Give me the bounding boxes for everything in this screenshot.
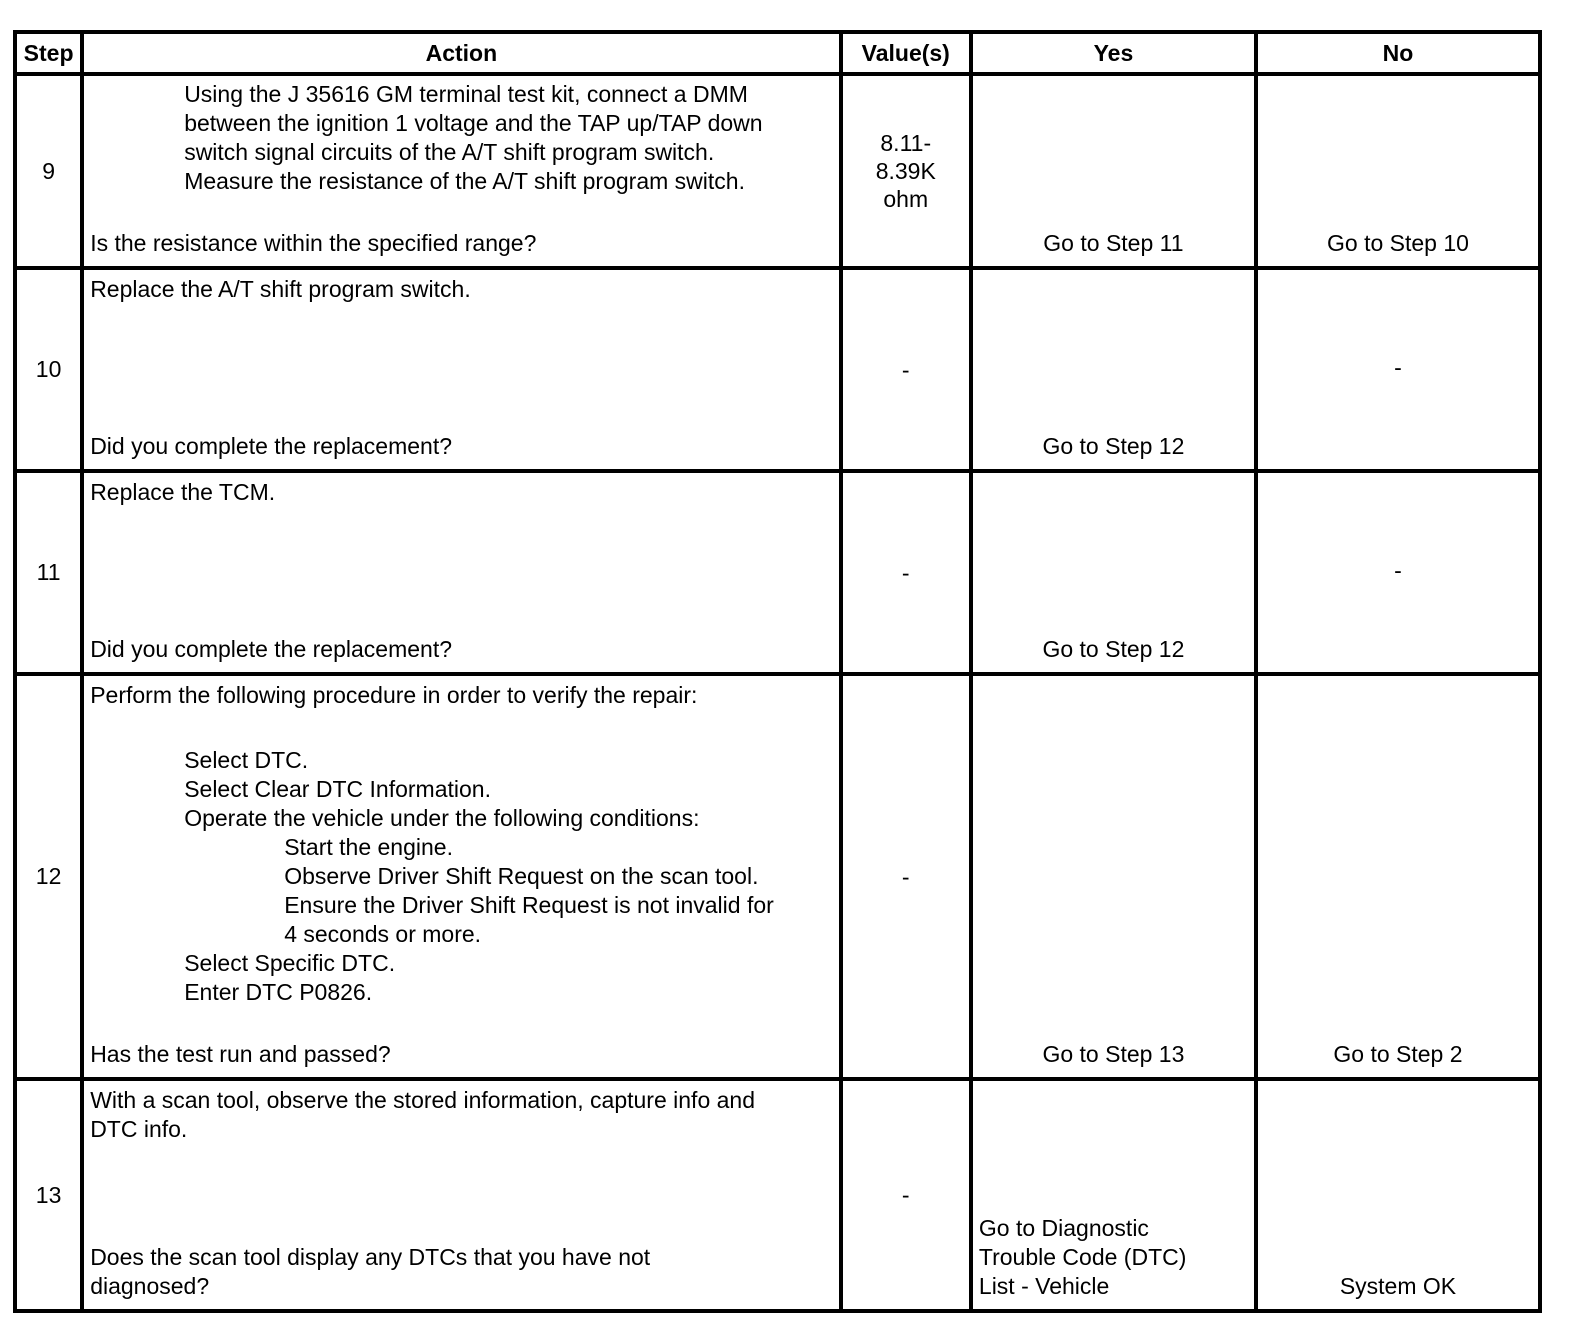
- yes-result: Trouble Code (DTC): [978, 1244, 1187, 1270]
- yes-result: Go to Step 12: [1042, 433, 1185, 459]
- no-cell: [1256, 1079, 1540, 1311]
- yes-cell: [971, 471, 1256, 674]
- action-question: diagnosed?: [90, 1273, 210, 1299]
- action-cell: [82, 1079, 840, 1311]
- no-result: -: [1394, 354, 1402, 380]
- action-question: Is the resistance within the specified range?: [90, 230, 537, 256]
- action-question: Does the scan tool display any DTCs that you have not: [90, 1244, 651, 1270]
- table-row: [15, 674, 1540, 1079]
- table-row: [15, 471, 1540, 674]
- yes-result: Go to Step 13: [1042, 1041, 1185, 1067]
- no-result: Go to Step 2: [1333, 1041, 1463, 1067]
- action-line: With a scan tool, observe the stored information, capture info and: [90, 1087, 755, 1113]
- action-line: DTC info.: [90, 1116, 188, 1142]
- action-line: Using the J 35616 GM terminal test kit, connect a DMM: [184, 81, 748, 107]
- action-line: switch signal circuits of the A/T shift program switch.: [184, 139, 715, 165]
- step-number: 11: [15, 471, 82, 674]
- action-question: Did you complete the replacement?: [90, 636, 452, 662]
- header-row: [15, 32, 1540, 74]
- table-row: [15, 1079, 1540, 1311]
- yes-result: Go to Step 11: [1043, 230, 1184, 256]
- header-values: Value(s): [841, 32, 971, 74]
- condition-step: Start the engine.: [284, 834, 453, 860]
- no-cell: [1256, 674, 1540, 1079]
- procedure-step: Select DTC.: [184, 747, 309, 773]
- condition-step: Observe Driver Shift Request on the scan tool.: [284, 863, 759, 889]
- yes-result: List - Vehicle: [978, 1273, 1110, 1299]
- no-result: -: [1394, 557, 1402, 583]
- action-intro: Perform the following procedure in order to verify the repair:: [90, 682, 698, 708]
- yes-cell: [971, 674, 1256, 1079]
- value-cell: -: [841, 1079, 971, 1311]
- value-cell: -: [841, 674, 971, 1079]
- table-row: [15, 268, 1540, 471]
- condition-step: Ensure the Driver Shift Request is not invalid for: [284, 892, 774, 918]
- diagnostic-table: [13, 30, 1542, 1313]
- yes-result: Go to Diagnostic: [978, 1215, 1149, 1241]
- action-cell: [82, 471, 840, 674]
- procedure-step: Enter DTC P0826.: [184, 979, 373, 1005]
- step-number: 13: [15, 1079, 82, 1311]
- yes-cell: [971, 74, 1256, 268]
- no-cell: [1256, 268, 1540, 471]
- procedure-step: Select Specific DTC.: [184, 950, 396, 976]
- header-no: No: [1256, 32, 1540, 74]
- value-line: ohm: [883, 186, 929, 212]
- step-number: 10: [15, 268, 82, 471]
- procedure-step: Operate the vehicle under the following conditions:: [184, 805, 700, 831]
- header-yes: Yes: [971, 32, 1256, 74]
- value-cell: [841, 74, 971, 268]
- action-cell: [82, 268, 840, 471]
- action-line: Replace the TCM.: [90, 479, 276, 505]
- value-cell: -: [841, 471, 971, 674]
- action-line: Measure the resistance of the A/T shift program switch.: [184, 168, 745, 194]
- action-cell: [82, 74, 840, 268]
- step-number: 9: [15, 74, 82, 268]
- no-result: System OK: [1339, 1273, 1457, 1299]
- yes-cell: [971, 268, 1256, 471]
- no-cell: [1256, 471, 1540, 674]
- procedure-step: Select Clear DTC Information.: [184, 776, 491, 802]
- no-cell: [1256, 74, 1540, 268]
- action-question: Did you complete the replacement?: [90, 433, 452, 459]
- action-cell: [82, 674, 840, 1079]
- action-line: between the ignition 1 voltage and the TAP up/TAP down: [184, 110, 763, 136]
- value-line: 8.11-: [880, 130, 932, 156]
- no-result: Go to Step 10: [1327, 230, 1469, 256]
- action-line: Replace the A/T shift program switch.: [90, 276, 471, 302]
- table-row: [15, 74, 1540, 268]
- step-number: 12: [15, 674, 82, 1079]
- value-cell: -: [841, 268, 971, 471]
- condition-step: 4 seconds or more.: [284, 921, 482, 947]
- yes-result: Go to Step 12: [1042, 636, 1185, 662]
- value-line: 8.39K: [875, 158, 936, 184]
- header-action: Action: [82, 32, 840, 74]
- action-question: Has the test run and passed?: [90, 1041, 391, 1067]
- header-step: Step: [15, 32, 82, 74]
- yes-cell: [971, 1079, 1256, 1311]
